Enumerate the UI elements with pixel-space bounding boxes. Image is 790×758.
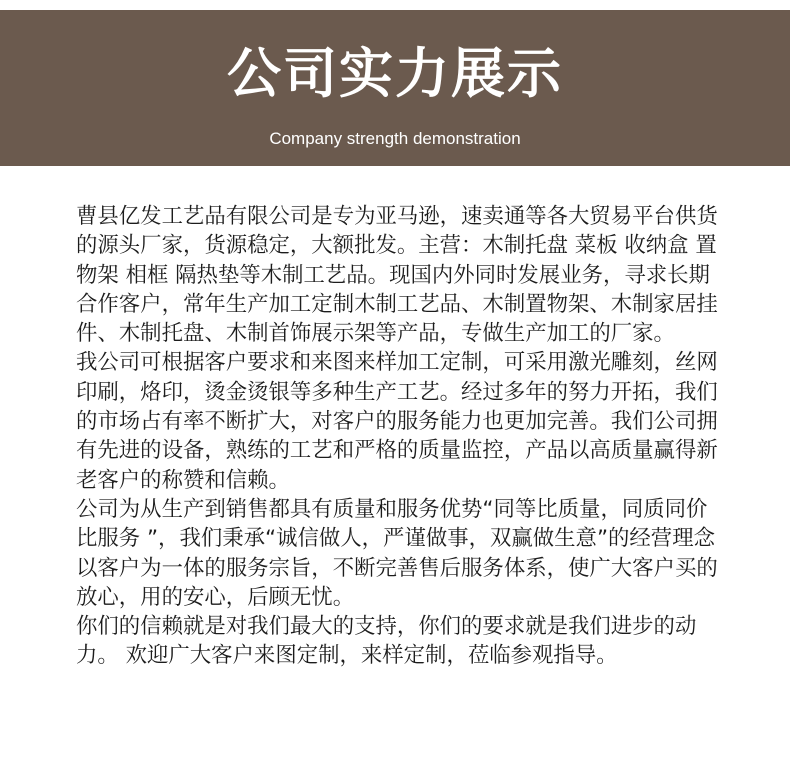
company-description bbox=[76, 202, 721, 671]
paragraph-service: 公司为从生产到销售都具有质量和服务优势“同等比质量，同质同价比服务 ”，我们秉承“诚信做人，严谨做事，双赢做生意”的经营理念以客户为一体的服务宗旨，不断完善售后服务体系，使广大客户买的放心，用的安心，后顾无忧。 bbox=[76, 496, 718, 610]
header-banner bbox=[0, 10, 790, 166]
paragraph-closing: 你们的信赖就是对我们最大的支持，你们的要求就是我们进步的动力。 欢迎广大客户来图定制，来样定制，莅临参观指导。 bbox=[76, 614, 697, 669]
paragraph-customization: 我公司可根据客户要求和来图来样加工定制，可采用激光雕刻，丝网印刷，烙印，烫金烫银等多种生产工艺。经过多年的努力开拓，我们的市场占有率不断扩大，对客户的服务能力也更加完善。我们公司拥有先进的设备，熟练的工艺和严格的质量监控，产品以高质量赢得新老客户的称赞和信赖。 bbox=[76, 350, 718, 493]
page-subtitle: Company strength demonstration bbox=[269, 129, 521, 148]
page-title: 公司实力展示 bbox=[227, 42, 563, 105]
paragraph-intro: 曹县亿发工艺品有限公司是专为亚马逊，速卖通等各大贸易平台供货的源头厂家，货源稳定，大额批发。主营：木制托盘 菜板 收纳盒 置物架 相框 隔热垫等木制工艺品。现国内外同时发展业务，寻求长期合作客户，常年生产加工定制木制工艺品、木制置物架、木制家居挂件、木制托盘、木制首饰展示架等产品，专做生产加工的厂家。 bbox=[76, 204, 718, 347]
